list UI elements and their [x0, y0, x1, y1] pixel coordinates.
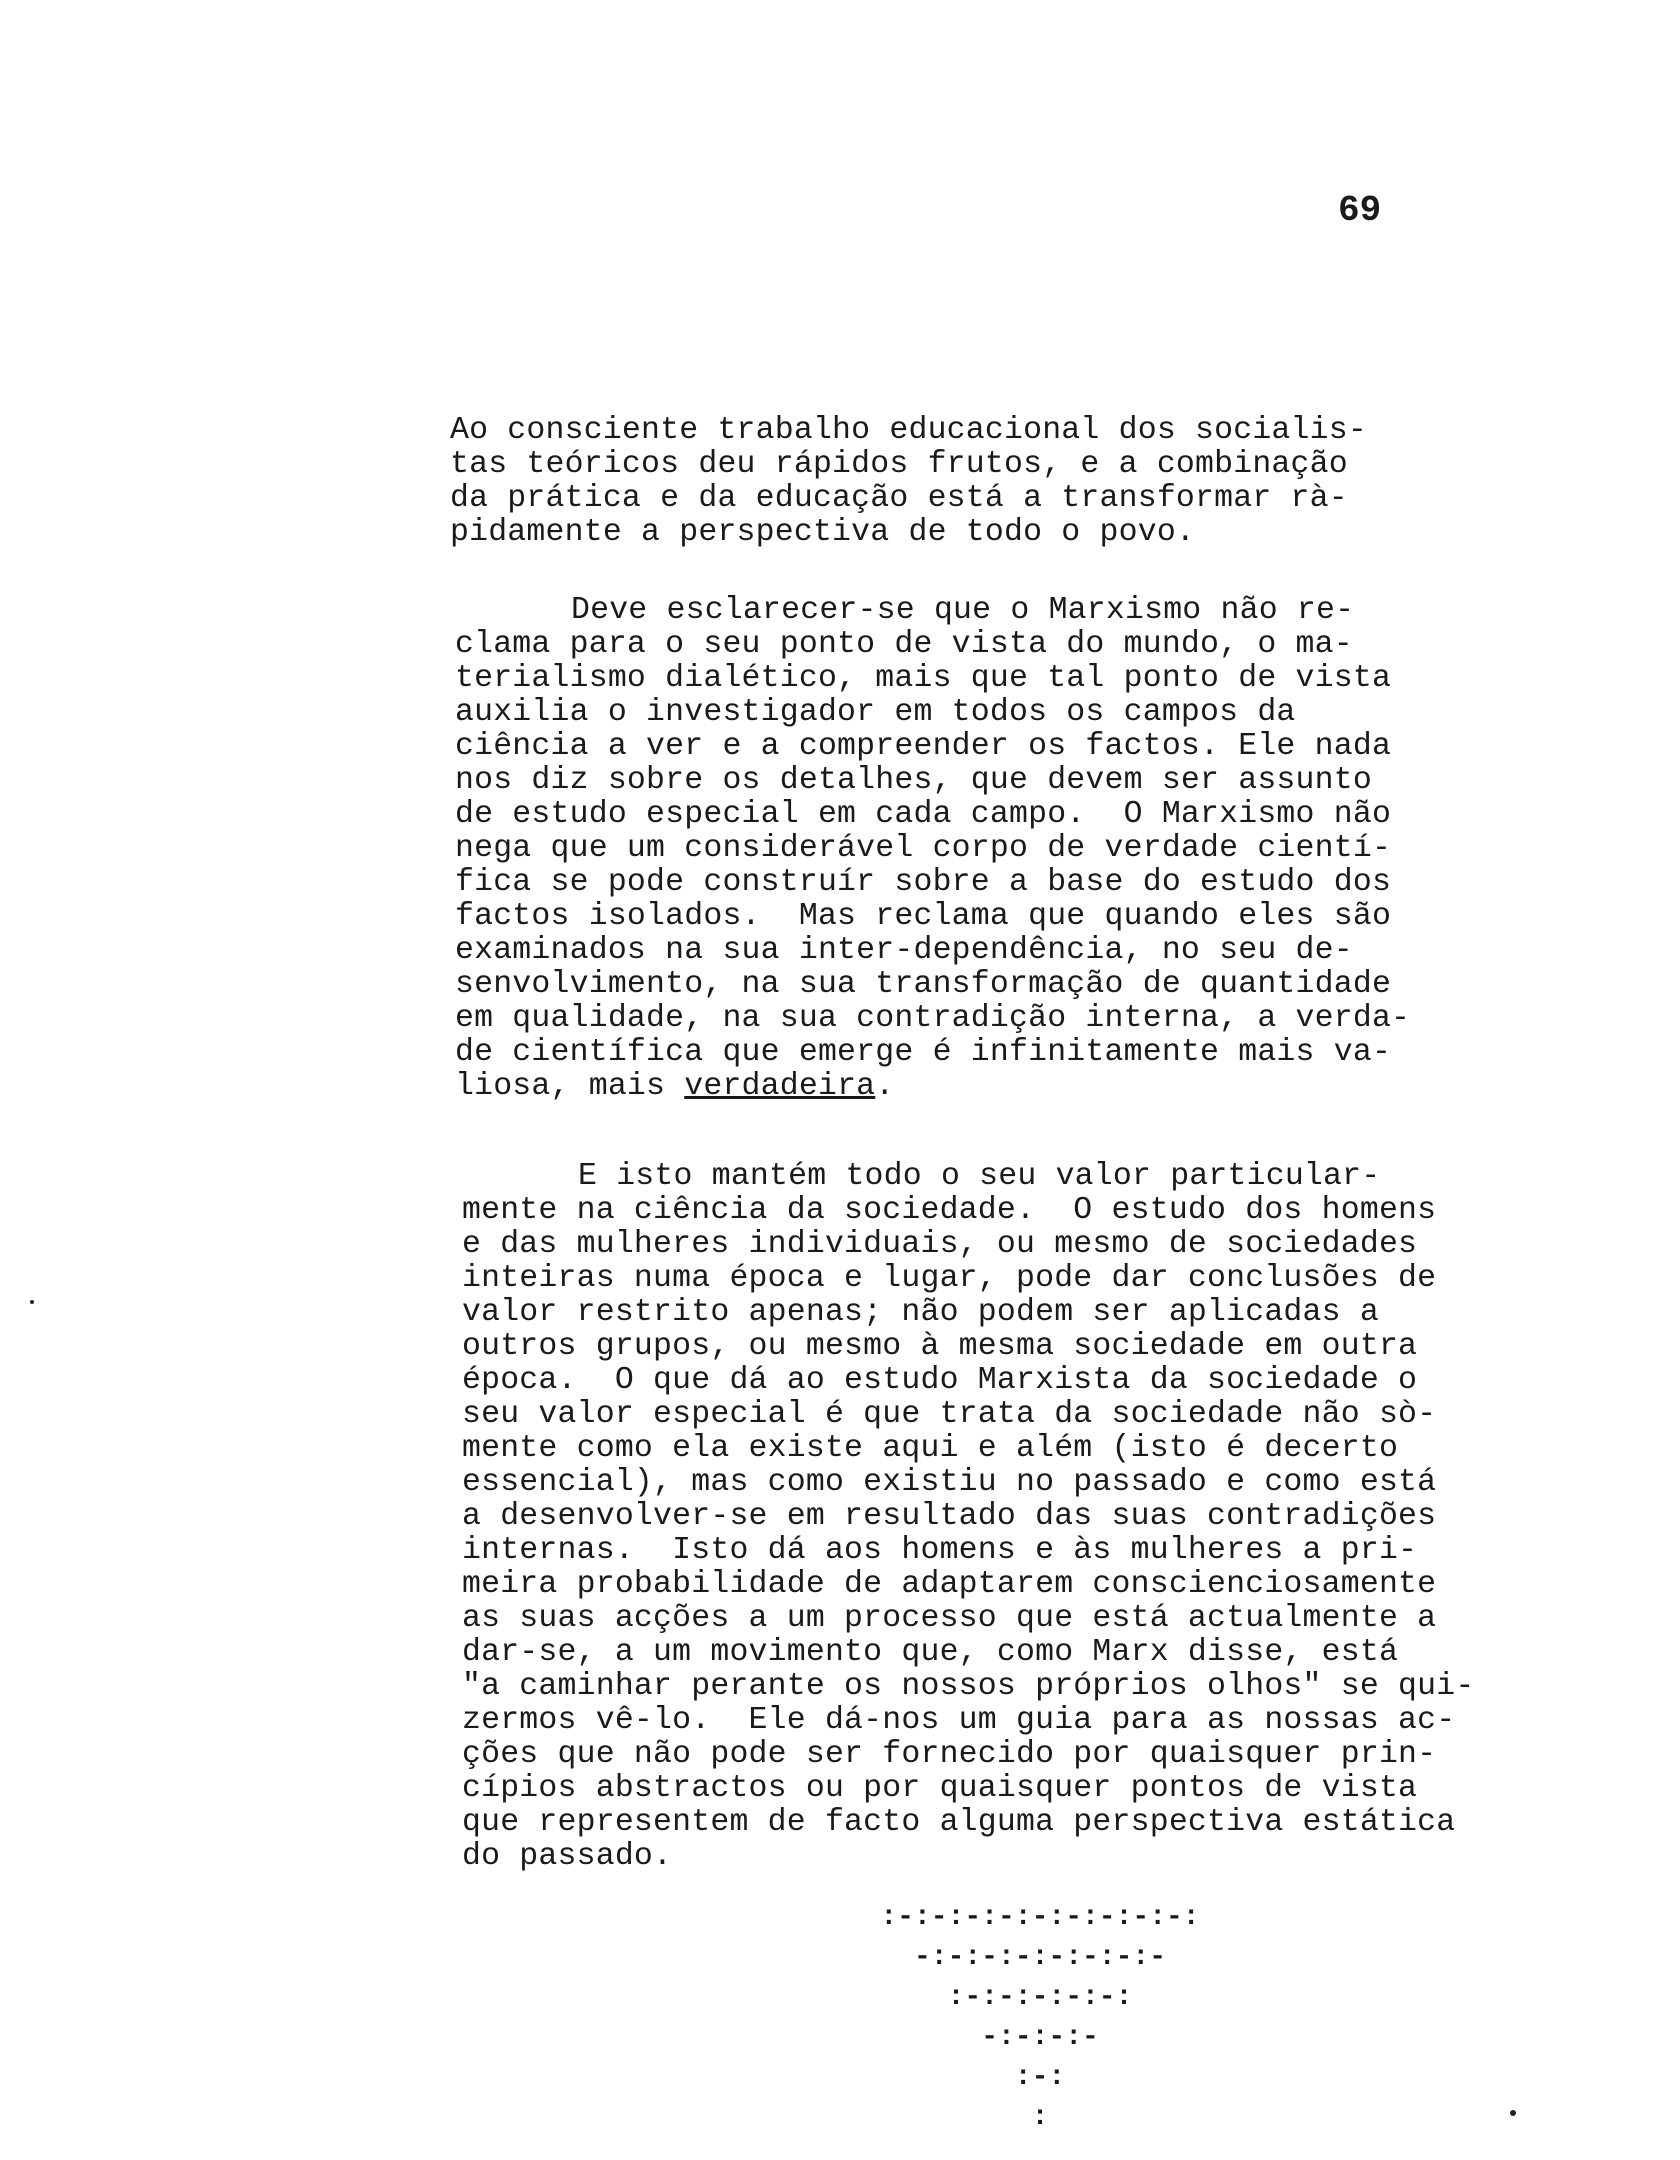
text-line: a desenvolver-se em resultado das suas contradições [462, 1499, 1437, 1534]
text-line: nos diz sobre os detalhes, que devem ser assunto [455, 763, 1372, 798]
text-line: e das mulheres individuais, ou mesmo de sociedades [462, 1227, 1418, 1262]
text-line: outros grupos, ou mesmo à mesma sociedade em outra [462, 1329, 1418, 1364]
text-line: de estudo especial em cada campo. O Marxismo não [455, 797, 1392, 832]
text-line: clama para o seu ponto de vista do mundo, o ma- [455, 627, 1353, 662]
text-fragment: . [875, 1069, 895, 1104]
text-line: zermos vê-lo. Ele dá-nos um guia para as nossas ac- [462, 1703, 1456, 1738]
text-line: auxilia o investigador em todos os campos da [455, 695, 1296, 730]
text-line: dar-se, a um movimento que, como Marx disse, está [462, 1635, 1399, 1670]
text-line: as suas acções a um processo que está actualmente a [462, 1601, 1437, 1636]
text-line: examinados na sua inter-dependência, no seu de- [455, 933, 1353, 968]
text-line: época. O que dá ao estudo Marxista da sociedade o [462, 1363, 1418, 1398]
text-line: do passado. [462, 1839, 673, 1874]
text-line: essencial), mas como existiu no passado e como está [462, 1465, 1437, 1500]
text-line: em qualidade, na sua contradição interna, a verda- [455, 1001, 1411, 1036]
underlined-word: verdadeira [684, 1069, 876, 1104]
text-line: tas teóricos deu rápidos frutos, e a combinação [450, 447, 1348, 482]
text-line: valor restrito apenas; não podem ser aplicadas a [462, 1295, 1379, 1330]
text-line: mente como ela existe aqui e além (isto é decerto [462, 1431, 1399, 1466]
text-line: internas. Isto dá aos homens e às mulheres a pri- [462, 1533, 1418, 1568]
text-line: que representem de facto alguma perspectiva estática [462, 1805, 1456, 1840]
page-number: 69 [1338, 190, 1382, 231]
text-line: Ao consciente trabalho educacional dos socialis- [450, 413, 1367, 448]
text-line: ções que não pode ser fornecido por quaisquer prin- [462, 1737, 1437, 1772]
text-line: meira probabilidade de adaptarem conscienciosamente [462, 1567, 1437, 1602]
text-line: da prática e da educação está a transformar rà- [450, 481, 1348, 516]
paragraph-1 [450, 414, 1367, 550]
ornament-line: -:-:-:-:-:-:-:- [913, 1942, 1167, 1973]
ornament-line: : [1031, 2102, 1049, 2133]
ornament-line: :-:-:-:-:-:-:-:-:-: [880, 1902, 1200, 1933]
text-line: ciência a ver e a compreender os factos. Ele nada [455, 729, 1392, 764]
text-line: nega que um considerável corpo de verdade cientí- [455, 831, 1392, 866]
text-line: terialismo dialético, mais que tal ponto de vista [455, 661, 1392, 696]
text-line: "a caminhar perante os nossos próprios olhos" se qui- [462, 1669, 1475, 1704]
closing-ornament [830, 1898, 1250, 2138]
paragraph-2 [455, 594, 1410, 1104]
paragraph-3 [462, 1160, 1474, 1874]
text-line: factos isolados. Mas reclama que quando eles são [455, 899, 1392, 934]
ornament-line: -:-:-:- [981, 2022, 1099, 2053]
text-line: fica se pode construír sobre a base do estudo dos [455, 865, 1392, 900]
text-line: inteiras numa época e lugar, pode dar conclusões de [462, 1261, 1437, 1296]
text-line: cípios abstractos ou por quaisquer pontos de vista [462, 1771, 1418, 1806]
text-line: E isto mantém todo o seu valor particular- [578, 1159, 1381, 1194]
ink-speck [1510, 2110, 1516, 2116]
text-line: seu valor especial é que trata da sociedade não sò- [462, 1397, 1437, 1432]
ink-speck [30, 1300, 34, 1304]
ornament-line: :-:-:-:-:-: [947, 1982, 1133, 2013]
text-line: pidamente a perspectiva de todo o povo. [450, 515, 1196, 550]
text-line: senvolvimento, na sua transformação de quantidade [455, 967, 1392, 1002]
text-line: Deve esclarecer-se que o Marxismo não re- [571, 593, 1355, 628]
ornament-line: :-: [1014, 2062, 1066, 2093]
text-line-last [455, 1070, 1410, 1104]
text-fragment: liosa, mais [455, 1069, 685, 1104]
text-line: mente na ciência da sociedade. O estudo dos homens [462, 1193, 1437, 1228]
text-line: de científica que emerge é infinitamente mais va- [455, 1035, 1392, 1070]
